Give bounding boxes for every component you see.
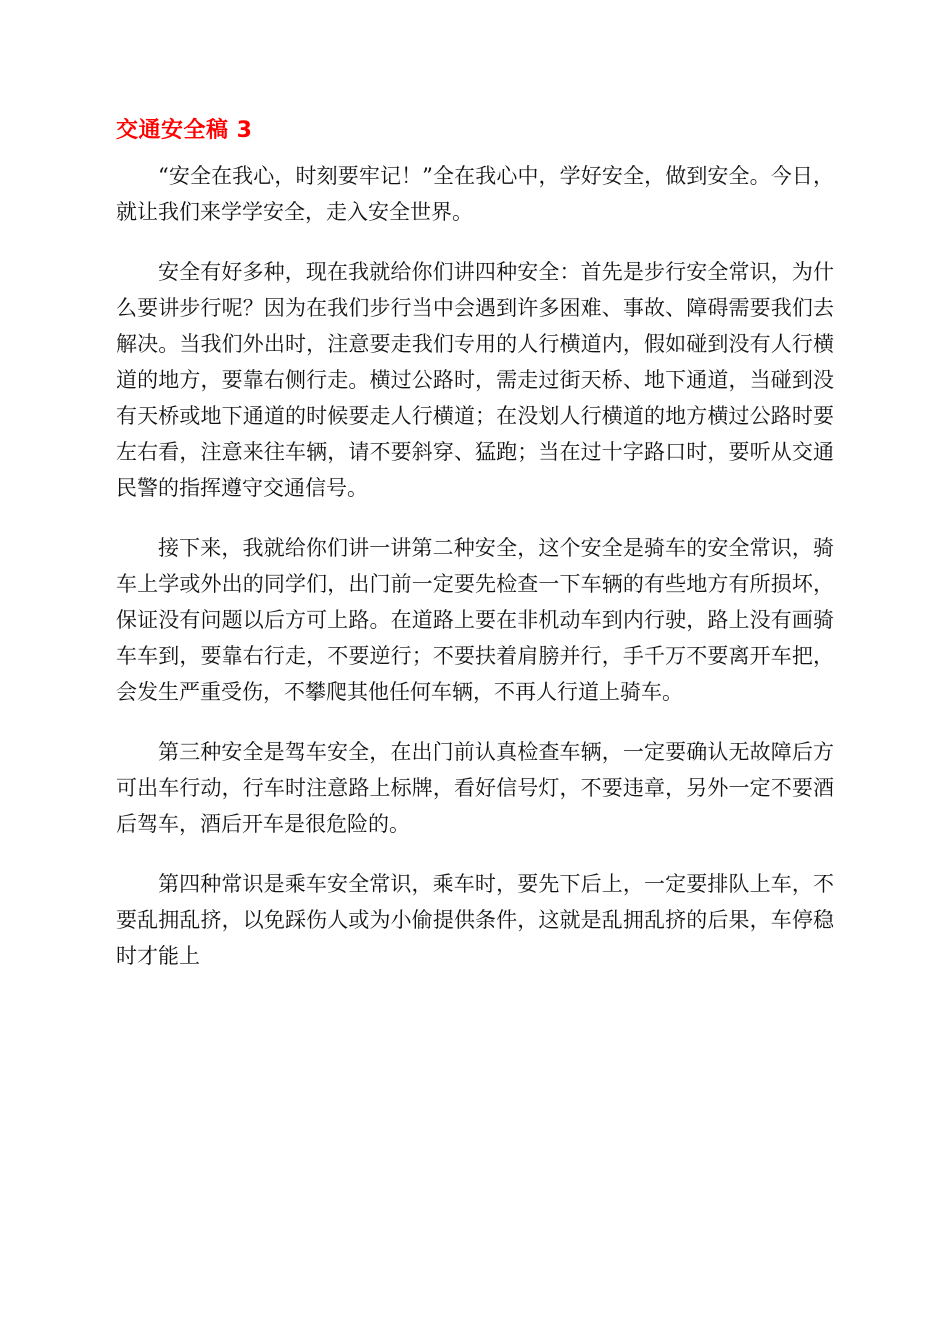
document-title: 交通安全稿 3: [116, 118, 253, 143]
document-body: [116, 158, 834, 998]
paragraph-driving-safety: 第三种安全是驾车安全，在出门前认真检查车辆，一定要确认无故障后方可出车行动，行车时注意路上标牌，看好信号灯，不要违章，另外一定不要酒后驾车，酒后开车是很危险的。: [116, 740, 834, 836]
paragraph-intro: “安全在我心，时刻要牢记！”全在我心中，学好安全，做到安全。今日，就让我们来学学安全，走入安全世界。: [116, 164, 834, 224]
paragraph-cycling-safety: 接下来，我就给你们讲一讲第二种安全，这个安全是骑车的安全常识，骑车上学或外出的同学们，出门前一定要先检查一下车辆的有些地方有所损坏，保证没有问题以后方可上路。在道路上要在非机动车到内行驶，路上没有画骑车车到，要靠右行走，不要逆行；不要扶着肩膀并行，手千万不要离开车把，会发生严重受伤，不攀爬其他任何车辆，不再人行道上骑车。: [116, 536, 834, 704]
paragraph-passenger-safety: 第四种常识是乘车安全常识，乘车时，要先下后上，一定要排队上车，不要乱拥乱挤，以免踩伤人或为小偷提供条件，这就是乱拥乱挤的后果，车停稳时才能上: [116, 872, 834, 968]
paragraph-walking-safety: 安全有好多种，现在我就给你们讲四种安全：首先是步行安全常识，为什么要讲步行呢？因为在我们步行当中会遇到许多困难、事故、障碍需要我们去解决。当我们外出时，注意要走我们专用的人行横道内，假如碰到没有人行横道的地方，要靠右侧行走。横过公路时，需走过街天桥、地下通道，当碰到没有天桥或地下通道的时候要走人行横道；在没划人行横道的地方横过公路时要左右看，注意来往车辆，请不要斜穿、猛跑；当在过十字路口时，要听从交通民警的指挥遵守交通信号。: [116, 260, 834, 500]
